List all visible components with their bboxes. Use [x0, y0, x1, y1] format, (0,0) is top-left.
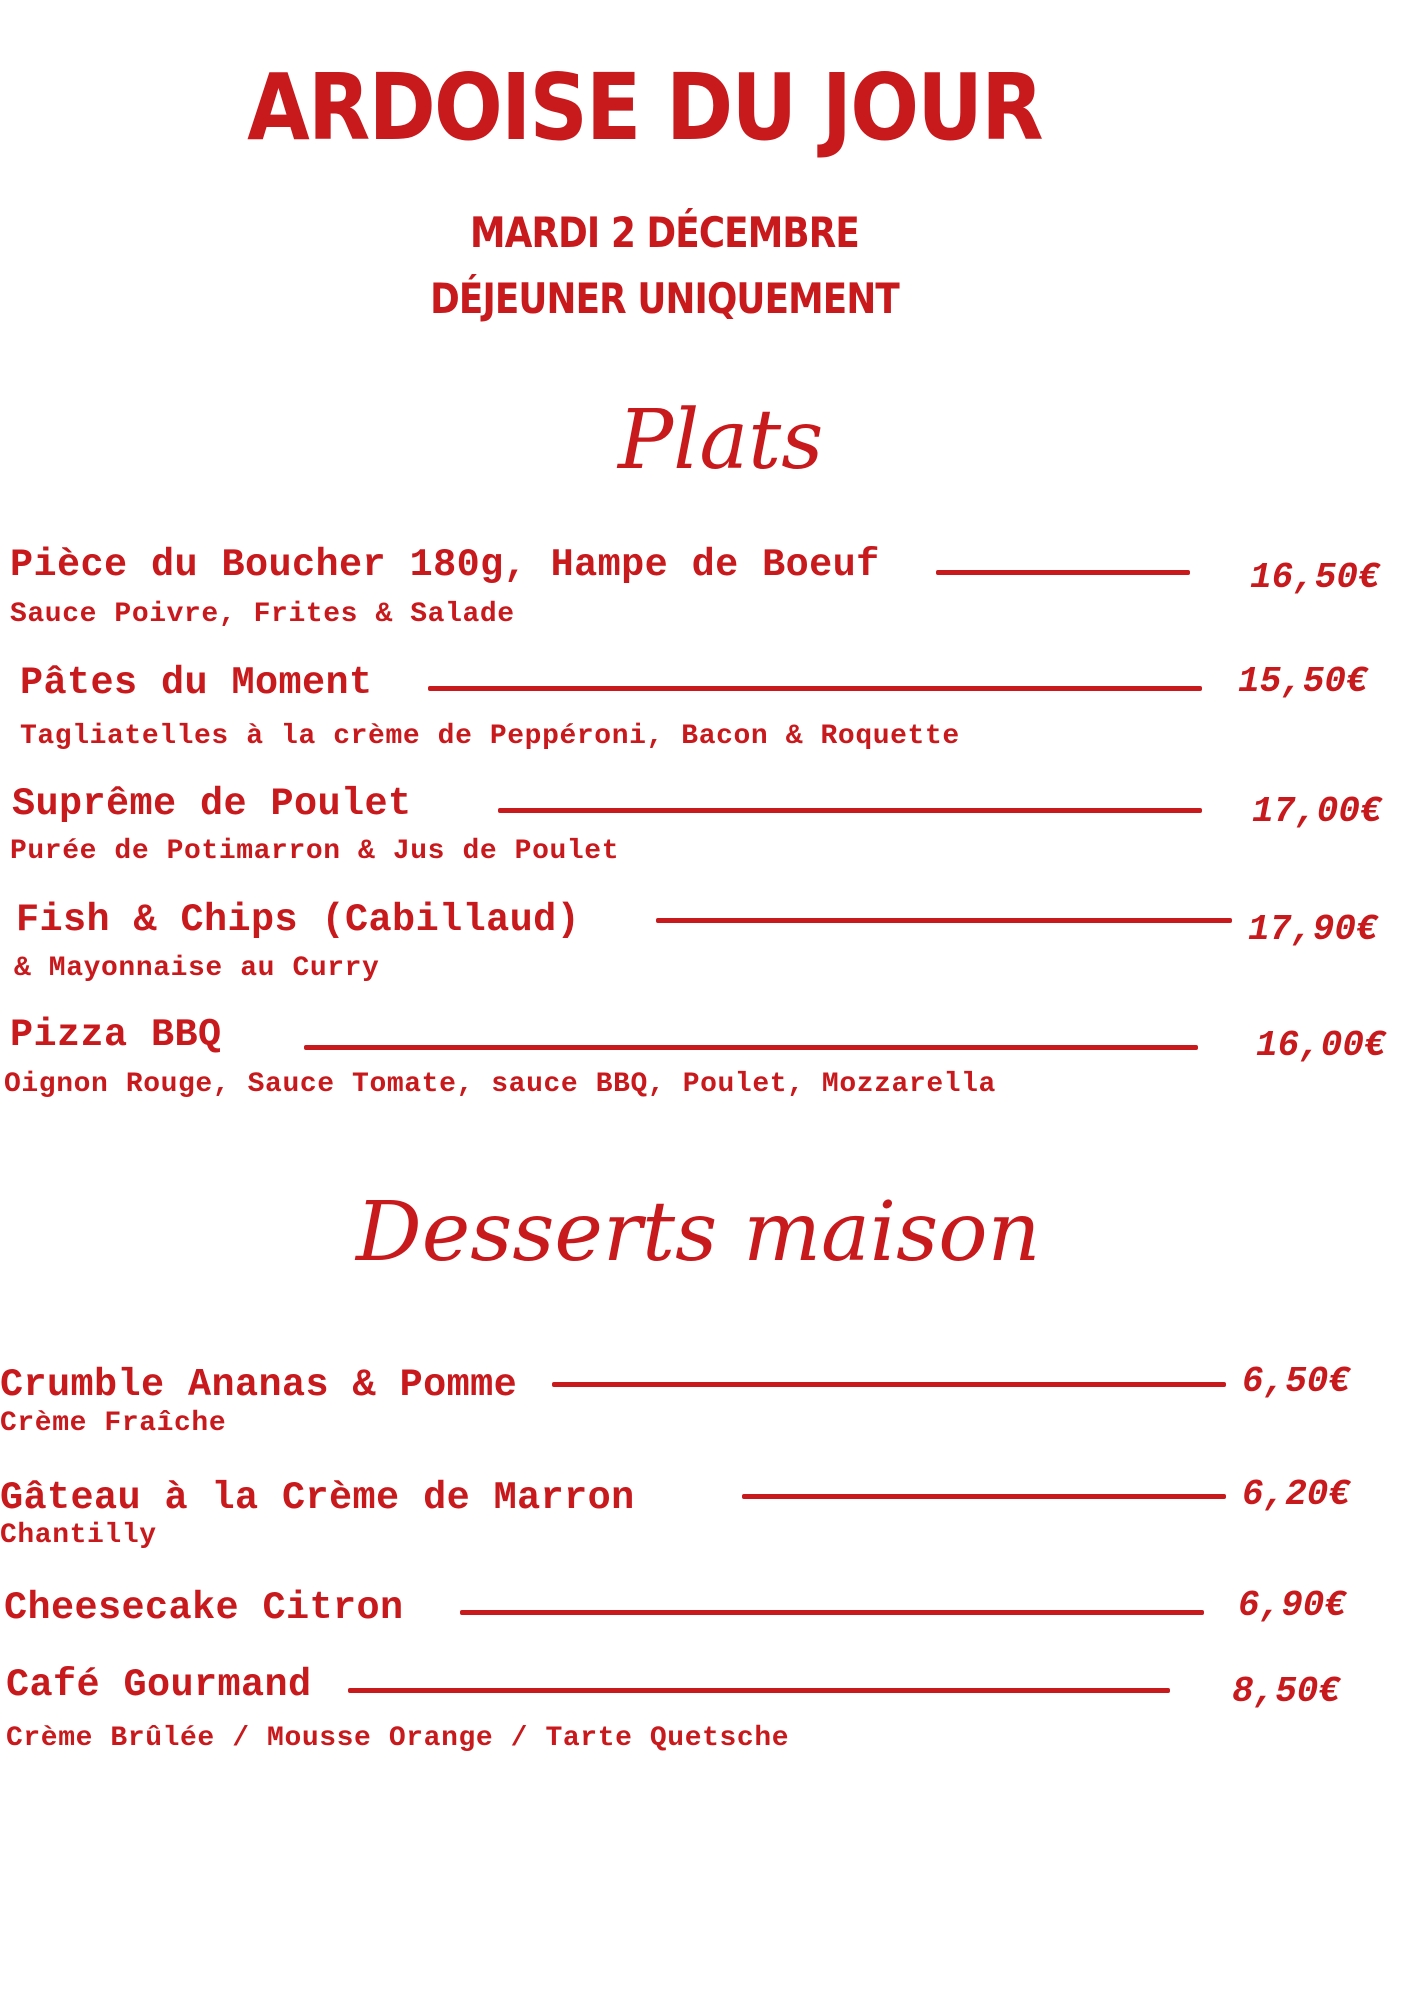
leader-line	[936, 570, 1190, 575]
item-name: Suprême de Poulet	[12, 782, 412, 826]
item-description: Chantilly	[0, 1520, 157, 1551]
item-description: Crème Fraîche	[0, 1408, 227, 1439]
item-price: 6,90€	[1238, 1585, 1347, 1626]
leader-line	[348, 1688, 1170, 1693]
item-price: 16,00€	[1256, 1025, 1386, 1066]
leader-line	[498, 808, 1202, 813]
leader-line	[428, 686, 1202, 691]
item-price: 6,20€	[1242, 1474, 1351, 1515]
leader-line	[304, 1045, 1198, 1050]
service-note: DÉJEUNER UNIQUEMENT	[430, 274, 899, 323]
leader-line	[460, 1610, 1204, 1615]
menu-date: MARDI 2 DÉCEMBRE	[470, 208, 859, 257]
item-name: Café Gourmand	[6, 1663, 312, 1707]
leader-line	[742, 1494, 1226, 1499]
item-name: Pièce du Boucher 180g, Hampe de Boeuf	[10, 543, 880, 587]
item-description: Oignon Rouge, Sauce Tomate, sauce BBQ, Poulet, Mozzarella	[4, 1069, 996, 1100]
item-price: 16,50€	[1250, 557, 1380, 598]
item-description: & Mayonnaise au Curry	[14, 953, 380, 984]
section-title-plats: Plats	[618, 393, 824, 488]
item-name: Crumble Ananas & Pomme	[0, 1363, 518, 1407]
item-name: Cheesecake Citron	[4, 1586, 404, 1630]
item-name: Fish & Chips (Cabillaud)	[16, 898, 581, 942]
item-price: 15,50€	[1238, 661, 1368, 702]
item-price: 6,50€	[1242, 1361, 1351, 1402]
item-description: Crème Brûlée / Mousse Orange / Tarte Quetsche	[6, 1723, 790, 1754]
item-name: Pâtes du Moment	[20, 661, 373, 705]
item-description: Tagliatelles à la crème de Peppéroni, Bacon & Roquette	[20, 721, 960, 752]
section-title-desserts: Desserts maison	[356, 1185, 1041, 1280]
page-title: ARDOISE DU JOUR	[247, 54, 1042, 161]
item-price: 8,50€	[1232, 1671, 1341, 1712]
item-description: Purée de Potimarron & Jus de Poulet	[10, 836, 620, 867]
item-price: 17,90€	[1248, 909, 1378, 950]
leader-line	[552, 1382, 1226, 1387]
item-name: Gâteau à la Crème de Marron	[0, 1476, 635, 1520]
item-price: 17,00€	[1252, 791, 1382, 832]
leader-line	[656, 918, 1232, 923]
item-description: Sauce Poivre, Frites & Salade	[10, 599, 515, 630]
item-name: Pizza BBQ	[10, 1013, 222, 1057]
